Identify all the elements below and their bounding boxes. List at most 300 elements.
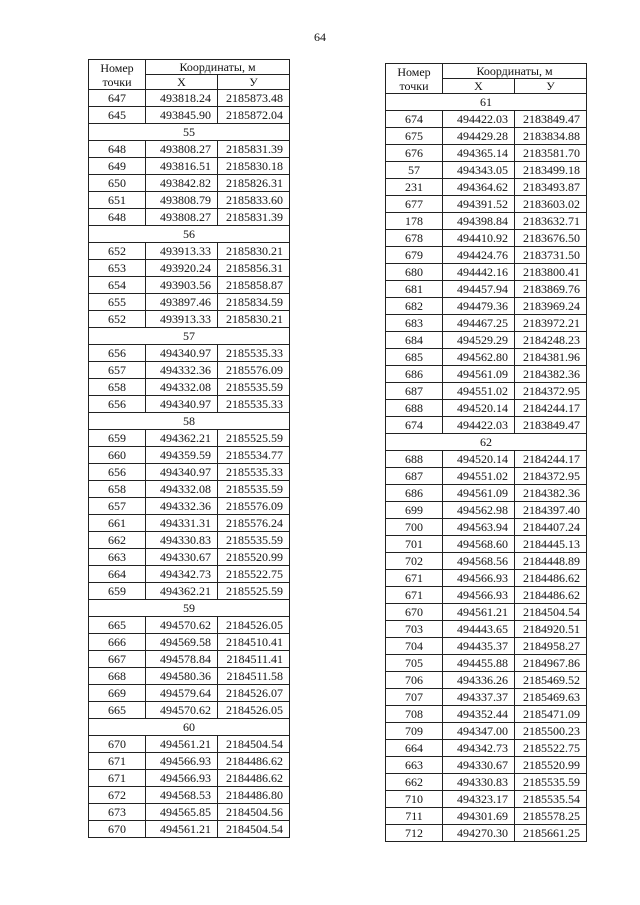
table-row [386,485,587,502]
y-coordinate-cell: 2184382.36 [515,485,587,502]
x-coordinate-cell: 494332.36 [146,498,218,515]
y-coordinate-cell: 2185469.52 [515,672,587,689]
section-header-row [89,719,290,736]
x-coordinate-cell: 494561.21 [443,604,515,621]
table-row [89,447,290,464]
point-number-cell: 663 [89,549,146,566]
table-row [89,532,290,549]
x-coordinate-cell: 494568.53 [146,787,218,804]
table-row [386,145,587,162]
x-coordinate-cell: 493903.56 [146,277,218,294]
table-row [386,689,587,706]
y-coordinate-cell: 2184486.62 [218,770,290,787]
section-number: 57 [89,328,290,345]
y-coordinate-cell: 2183849.47 [515,111,587,128]
y-coordinate-cell: 2185858.87 [218,277,290,294]
table-row [89,617,290,634]
point-number-cell: 647 [89,90,146,107]
table-row [89,702,290,719]
point-number-cell: 680 [386,264,443,281]
y-coordinate-cell: 2183632.71 [515,213,587,230]
point-number-cell: 700 [386,519,443,536]
y-coordinate-cell: 2184511.58 [218,668,290,685]
point-number-cell: 656 [89,345,146,362]
table-row [89,243,290,260]
section-header-row [386,434,587,451]
x-coordinate-cell: 494391.52 [443,196,515,213]
point-number-cell: 650 [89,175,146,192]
header-x: Х [146,75,218,90]
table-row [89,770,290,787]
y-coordinate-cell: 2185830.18 [218,158,290,175]
section-header-row [386,94,587,111]
table-row [386,655,587,672]
y-coordinate-cell: 2184504.54 [218,736,290,753]
x-coordinate-cell: 494331.31 [146,515,218,532]
x-coordinate-cell: 494566.93 [443,587,515,604]
point-number-cell: 708 [386,706,443,723]
table-row [386,519,587,536]
point-number-cell: 686 [386,485,443,502]
header-point-number [89,60,146,90]
table-row [89,634,290,651]
point-number-cell: 672 [89,787,146,804]
table-row [89,498,290,515]
x-coordinate-cell: 494443.65 [443,621,515,638]
table-row [89,345,290,362]
table-row [89,209,290,226]
y-coordinate-cell: 2184244.17 [515,451,587,468]
point-number-cell: 704 [386,638,443,655]
y-coordinate-cell: 2185856.31 [218,260,290,277]
x-coordinate-cell: 494362.21 [146,583,218,600]
table-row [89,192,290,209]
table-row [386,264,587,281]
y-coordinate-cell: 2185576.09 [218,362,290,379]
table-row [89,481,290,498]
header-y: У [218,75,290,90]
x-coordinate-cell: 494565.85 [146,804,218,821]
point-number-cell: 664 [89,566,146,583]
table-row [386,791,587,808]
table-row [89,804,290,821]
table-row [89,515,290,532]
x-coordinate-cell: 494301.69 [443,808,515,825]
y-coordinate-cell: 2184445.13 [515,536,587,553]
point-number-cell: 688 [386,451,443,468]
x-coordinate-cell: 494340.97 [146,396,218,413]
point-number-cell: 681 [386,281,443,298]
header-coordinates: Координаты, м [146,60,290,75]
y-coordinate-cell: 2184510.41 [218,634,290,651]
point-number-cell: 705 [386,655,443,672]
coordinates-table-left [88,59,290,838]
table-row [386,213,587,230]
header-point-number [386,64,443,94]
y-coordinate-cell: 2184248.23 [515,332,587,349]
point-number-cell: 670 [89,821,146,838]
y-coordinate-cell: 2184511.41 [218,651,290,668]
x-coordinate-cell: 494362.21 [146,430,218,447]
point-number-cell: 231 [386,179,443,196]
x-coordinate-cell: 494347.00 [443,723,515,740]
point-number-cell: 707 [386,689,443,706]
x-coordinate-cell: 494340.97 [146,464,218,481]
y-coordinate-cell: 2184244.17 [515,400,587,417]
x-coordinate-cell: 494561.21 [146,821,218,838]
point-number-cell: 671 [386,587,443,604]
x-coordinate-cell: 494330.83 [443,774,515,791]
table-row [386,825,587,842]
y-coordinate-cell: 2184486.62 [515,570,587,587]
y-coordinate-cell: 2183969.24 [515,298,587,315]
x-coordinate-cell: 493913.33 [146,243,218,260]
x-coordinate-cell: 493913.33 [146,311,218,328]
y-coordinate-cell: 2184504.54 [515,604,587,621]
point-number-cell: 669 [89,685,146,702]
point-number-cell: 671 [89,753,146,770]
y-coordinate-cell: 2185831.39 [218,209,290,226]
point-number-cell: 651 [89,192,146,209]
table-row [386,502,587,519]
y-coordinate-cell: 2185525.59 [218,430,290,447]
x-coordinate-cell: 494352.44 [443,706,515,723]
table-row [386,553,587,570]
point-number-cell: 656 [89,396,146,413]
x-coordinate-cell: 494330.83 [146,532,218,549]
y-coordinate-cell: 2184448.89 [515,553,587,570]
x-coordinate-cell: 493808.79 [146,192,218,209]
y-coordinate-cell: 2185535.59 [218,379,290,396]
table-row [89,141,290,158]
y-coordinate-cell: 2185535.59 [218,481,290,498]
y-coordinate-cell: 2185469.63 [515,689,587,706]
y-coordinate-cell: 2185535.54 [515,791,587,808]
section-number: 61 [386,94,587,111]
point-number-cell: 657 [89,498,146,515]
y-coordinate-cell: 2184381.96 [515,349,587,366]
section-number: 60 [89,719,290,736]
y-coordinate-cell: 2183800.41 [515,264,587,281]
y-coordinate-cell: 2185830.21 [218,243,290,260]
point-number-cell: 677 [386,196,443,213]
point-number-cell: 667 [89,651,146,668]
x-coordinate-cell: 494422.03 [443,111,515,128]
x-coordinate-cell: 494330.67 [443,757,515,774]
x-coordinate-cell: 494424.76 [443,247,515,264]
section-number: 55 [89,124,290,141]
section-header-row [89,413,290,430]
table-row [89,107,290,124]
x-coordinate-cell: 494332.08 [146,379,218,396]
x-coordinate-cell: 493920.24 [146,260,218,277]
x-coordinate-cell: 494570.62 [146,617,218,634]
y-coordinate-cell: 2185535.59 [515,774,587,791]
y-coordinate-cell: 2185535.59 [218,532,290,549]
x-coordinate-cell: 494359.59 [146,447,218,464]
section-header-row [89,124,290,141]
point-number-cell: 683 [386,315,443,332]
table-row [386,604,587,621]
x-coordinate-cell: 494566.93 [146,770,218,787]
point-number-cell: 678 [386,230,443,247]
point-number-cell: 663 [386,757,443,774]
y-coordinate-cell: 2184967.86 [515,655,587,672]
header-y: У [515,79,587,94]
table-row [89,90,290,107]
y-coordinate-cell: 2184526.07 [218,685,290,702]
y-coordinate-cell: 2184372.95 [515,383,587,400]
point-number-cell: 666 [89,634,146,651]
x-coordinate-cell: 494457.94 [443,281,515,298]
y-coordinate-cell: 2185831.39 [218,141,290,158]
y-coordinate-cell: 2185535.33 [218,345,290,362]
point-number-cell: 668 [89,668,146,685]
y-coordinate-cell: 2183493.87 [515,179,587,196]
table-row [386,672,587,689]
point-number-cell: 660 [89,447,146,464]
y-coordinate-cell: 2184397.40 [515,502,587,519]
table-row [89,379,290,396]
table-row [386,706,587,723]
x-coordinate-cell: 494410.92 [443,230,515,247]
x-coordinate-cell: 494561.09 [443,366,515,383]
point-number-cell: 648 [89,141,146,158]
y-coordinate-cell: 2185500.23 [515,723,587,740]
y-coordinate-cell: 2184504.56 [218,804,290,821]
y-coordinate-cell: 2183581.70 [515,145,587,162]
x-coordinate-cell: 494398.84 [443,213,515,230]
table-row [89,787,290,804]
point-number-cell: 685 [386,349,443,366]
y-coordinate-cell: 2183676.50 [515,230,587,247]
point-number-cell: 675 [386,128,443,145]
point-number-cell: 688 [386,400,443,417]
table-row [89,566,290,583]
y-coordinate-cell: 2185578.25 [515,808,587,825]
y-coordinate-cell: 2183972.21 [515,315,587,332]
y-coordinate-cell: 2184382.36 [515,366,587,383]
table-row [89,311,290,328]
y-coordinate-cell: 2184486.62 [218,753,290,770]
header-point-line1: Номер [397,64,431,79]
table-row [386,281,587,298]
y-coordinate-cell: 2185534.77 [218,447,290,464]
page-number: 64 [314,30,326,44]
point-number-cell: 676 [386,145,443,162]
y-coordinate-cell: 2184407.24 [515,519,587,536]
table-row [89,294,290,311]
x-coordinate-cell: 494580.36 [146,668,218,685]
header-point-line1: Номер [100,60,134,75]
table-row [386,111,587,128]
point-number-cell: 654 [89,277,146,294]
y-coordinate-cell: 2183499.18 [515,162,587,179]
point-number-cell: 649 [89,158,146,175]
y-coordinate-cell: 2183869.76 [515,281,587,298]
x-coordinate-cell: 493845.90 [146,107,218,124]
y-coordinate-cell: 2185471.09 [515,706,587,723]
x-coordinate-cell: 494578.84 [146,651,218,668]
table-row [386,247,587,264]
point-number-cell: 679 [386,247,443,264]
point-number-cell: 665 [89,702,146,719]
y-coordinate-cell: 2184526.05 [218,617,290,634]
x-coordinate-cell: 494336.26 [443,672,515,689]
section-header-row [89,328,290,345]
x-coordinate-cell: 494551.02 [443,468,515,485]
x-coordinate-cell: 494343.05 [443,162,515,179]
point-number-cell: 706 [386,672,443,689]
x-coordinate-cell: 494520.14 [443,400,515,417]
header-point-line2: точки [399,78,429,93]
x-coordinate-cell: 494568.60 [443,536,515,553]
x-coordinate-cell: 494568.56 [443,553,515,570]
x-coordinate-cell: 494342.73 [443,740,515,757]
x-coordinate-cell: 494422.03 [443,417,515,434]
table-row [386,383,587,400]
y-coordinate-cell: 2184526.05 [218,702,290,719]
point-number-cell: 662 [386,774,443,791]
y-coordinate-cell: 2183849.47 [515,417,587,434]
x-coordinate-cell: 494569.58 [146,634,218,651]
point-number-cell: 710 [386,791,443,808]
table-row [386,366,587,383]
coordinates-table-right [385,63,587,842]
x-coordinate-cell: 494337.37 [443,689,515,706]
table-row [89,736,290,753]
point-number-cell: 703 [386,621,443,638]
table-row [386,587,587,604]
x-coordinate-cell: 494342.73 [146,566,218,583]
point-number-cell: 701 [386,536,443,553]
y-coordinate-cell: 2183603.02 [515,196,587,213]
header-row-top [386,64,587,79]
point-number-cell: 684 [386,332,443,349]
y-coordinate-cell: 2184372.95 [515,468,587,485]
y-coordinate-cell: 2184486.80 [218,787,290,804]
x-coordinate-cell: 494520.14 [443,451,515,468]
point-number-cell: 665 [89,617,146,634]
table-row [386,638,587,655]
table-row [386,332,587,349]
x-coordinate-cell: 493842.82 [146,175,218,192]
point-number-cell: 664 [386,740,443,757]
table-row [386,349,587,366]
table-row [89,821,290,838]
x-coordinate-cell: 493808.27 [146,141,218,158]
y-coordinate-cell: 2185873.48 [218,90,290,107]
table-row [89,549,290,566]
y-coordinate-cell: 2184958.27 [515,638,587,655]
x-coordinate-cell: 494566.93 [443,570,515,587]
y-coordinate-cell: 2183834.88 [515,128,587,145]
point-number-cell: 658 [89,481,146,498]
y-coordinate-cell: 2185525.59 [218,583,290,600]
x-coordinate-cell: 494562.98 [443,502,515,519]
section-number: 59 [89,600,290,617]
x-coordinate-cell: 494479.36 [443,298,515,315]
x-coordinate-cell: 494562.80 [443,349,515,366]
point-number-cell: 645 [89,107,146,124]
y-coordinate-cell: 2185834.59 [218,294,290,311]
table-row [386,417,587,434]
table-row [89,583,290,600]
y-coordinate-cell: 2185520.99 [515,757,587,774]
table-row [386,621,587,638]
y-coordinate-cell: 2183731.50 [515,247,587,264]
y-coordinate-cell: 2185576.24 [218,515,290,532]
point-number-cell: 656 [89,464,146,481]
x-coordinate-cell: 494364.62 [443,179,515,196]
table-row [386,230,587,247]
point-number-cell: 682 [386,298,443,315]
y-coordinate-cell: 2184504.54 [218,821,290,838]
header-x: Х [443,79,515,94]
table-row [89,175,290,192]
point-number-cell: 57 [386,162,443,179]
table-row [89,158,290,175]
table-row [386,536,587,553]
point-number-cell: 709 [386,723,443,740]
point-number-cell: 662 [89,532,146,549]
point-number-cell: 648 [89,209,146,226]
x-coordinate-cell: 493808.27 [146,209,218,226]
section-header-row [89,226,290,243]
x-coordinate-cell: 494579.64 [146,685,218,702]
x-coordinate-cell: 494323.17 [443,791,515,808]
table-row [386,315,587,332]
point-number-cell: 671 [89,770,146,787]
table-row [89,277,290,294]
x-coordinate-cell: 494365.14 [443,145,515,162]
y-coordinate-cell: 2185826.31 [218,175,290,192]
table-row [386,757,587,774]
table-row [89,396,290,413]
point-number-cell: 711 [386,808,443,825]
x-coordinate-cell: 494429.28 [443,128,515,145]
table-row [89,430,290,447]
table-row [89,651,290,668]
y-coordinate-cell: 2185535.33 [218,464,290,481]
x-coordinate-cell: 494529.29 [443,332,515,349]
table-row [89,685,290,702]
y-coordinate-cell: 2185661.25 [515,825,587,842]
table-row [386,179,587,196]
point-number-cell: 686 [386,366,443,383]
x-coordinate-cell: 494455.88 [443,655,515,672]
table-row [386,723,587,740]
table-row [386,196,587,213]
y-coordinate-cell: 2185576.09 [218,498,290,515]
point-number-cell: 673 [89,804,146,821]
point-number-cell: 670 [89,736,146,753]
header-point-line2: точки [102,74,132,89]
point-number-cell: 655 [89,294,146,311]
x-coordinate-cell: 494561.21 [146,736,218,753]
y-coordinate-cell: 2185520.99 [218,549,290,566]
x-coordinate-cell: 493816.51 [146,158,218,175]
point-number-cell: 652 [89,311,146,328]
table-row [89,464,290,481]
x-coordinate-cell: 494330.67 [146,549,218,566]
y-coordinate-cell: 2184486.62 [515,587,587,604]
section-number: 62 [386,434,587,451]
point-number-cell: 687 [386,468,443,485]
point-number-cell: 671 [386,570,443,587]
point-number-cell: 652 [89,243,146,260]
table-row [89,260,290,277]
